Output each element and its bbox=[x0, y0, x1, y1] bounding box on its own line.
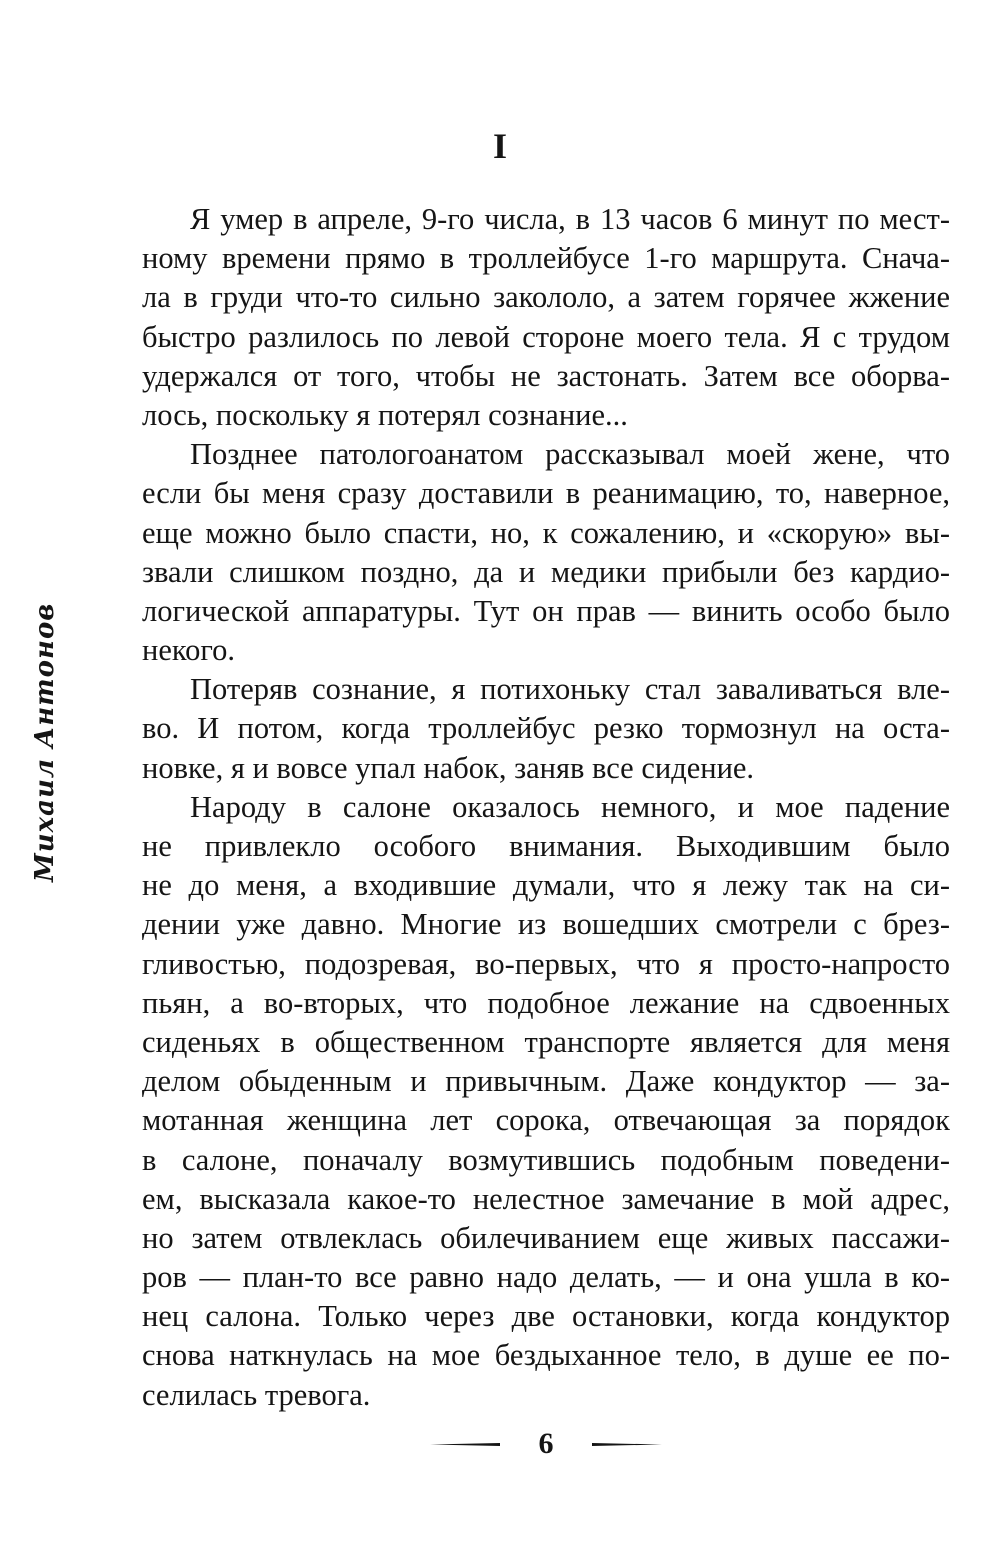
text-line: селилась тревога. bbox=[142, 1377, 371, 1412]
text-line: но затем отвлеклась обилечиванием еще живых пассажи- bbox=[142, 1220, 950, 1255]
text-line: ров — план-то все равно надо делать, — и она ушла в ко- bbox=[142, 1260, 950, 1295]
footer-rule-left bbox=[430, 1443, 500, 1446]
text-line: пьян, а во-вторых, что подобное лежание на сдвоенных bbox=[142, 985, 950, 1020]
page-footer bbox=[0, 1424, 1000, 1464]
body-text bbox=[142, 200, 950, 1415]
footer-rule-right bbox=[592, 1443, 662, 1446]
text-line: ем, высказала какое-то нелестное замечание в мой адрес, bbox=[142, 1181, 950, 1216]
text-line: удержался от того, чтобы не застонать. Затем все оборва- bbox=[142, 358, 950, 393]
text-line: некого. bbox=[142, 633, 236, 668]
text-line: логической аппаратуры. Тут он прав — винить особо было bbox=[142, 593, 950, 628]
text-line: гливостью, подозревая, во-первых, что я просто-напросто bbox=[142, 946, 950, 981]
text-line: нец салона. Только через две остановки, когда кондуктор bbox=[142, 1299, 950, 1334]
text-line: звали слишком поздно, да и медики прибыли без кардио- bbox=[142, 554, 950, 589]
text-line: новке, я и вовсе упал набок, заняв все сидение. bbox=[142, 750, 755, 785]
text-line: во. И потом, когда троллейбус резко тормознул на оста- bbox=[142, 711, 950, 746]
text-line: в салоне, поначалу возмутившись подобным поведени- bbox=[142, 1142, 950, 1177]
text-line: мотанная женщина лет сорока, отвечающая за порядок bbox=[142, 1103, 950, 1138]
text-line: Позднее патологоанатом рассказывал моей жене, что bbox=[190, 437, 950, 472]
text-line: еще можно было спасти, но, к сожалению, и «скорую» вы- bbox=[142, 515, 950, 550]
text-line: быстро разлилось по левой стороне моего тела. Я с трудом bbox=[142, 319, 950, 354]
text-line: не привлекло особого внимания. Выходившим было bbox=[142, 829, 950, 863]
text-line: Потеряв сознание, я потихоньку стал заваливаться вле- bbox=[190, 672, 950, 707]
text-line: дении уже давно. Многие из вошедших смотрели с брез- bbox=[142, 907, 950, 942]
chapter-numeral: I bbox=[492, 126, 507, 166]
text-line: не до меня, а входившие думали, что я лежу так на си- bbox=[142, 868, 950, 903]
text-line: делом обыденным и привычным. Даже кондуктор — за- bbox=[142, 1064, 950, 1099]
text-line: сиденьях в общественном транспорте является для меня bbox=[142, 1024, 950, 1059]
running-author: Михаил Антонов bbox=[30, 602, 60, 882]
page-number: 6 bbox=[538, 1427, 554, 1460]
text-line: ла в груди что-то сильно закололо, а затем горячее жжение bbox=[142, 280, 950, 315]
text-line: снова наткнулась на мое бездыханное тело, в душе ее по- bbox=[142, 1338, 950, 1373]
text-line: если бы меня сразу доставили в реанимацию, то, наверное, bbox=[142, 476, 950, 511]
text-line: Народу в салоне оказалось немного, и мое падение bbox=[190, 789, 950, 824]
text-line: лось, поскольку я потерял сознание... bbox=[142, 397, 628, 432]
text-line: Я умер в апреле, 9-го числа, в 13 часов 6 минут по мест- bbox=[190, 202, 950, 236]
text-line: ному времени прямо в троллейбусе 1-го маршрута. Снача- bbox=[142, 241, 950, 276]
